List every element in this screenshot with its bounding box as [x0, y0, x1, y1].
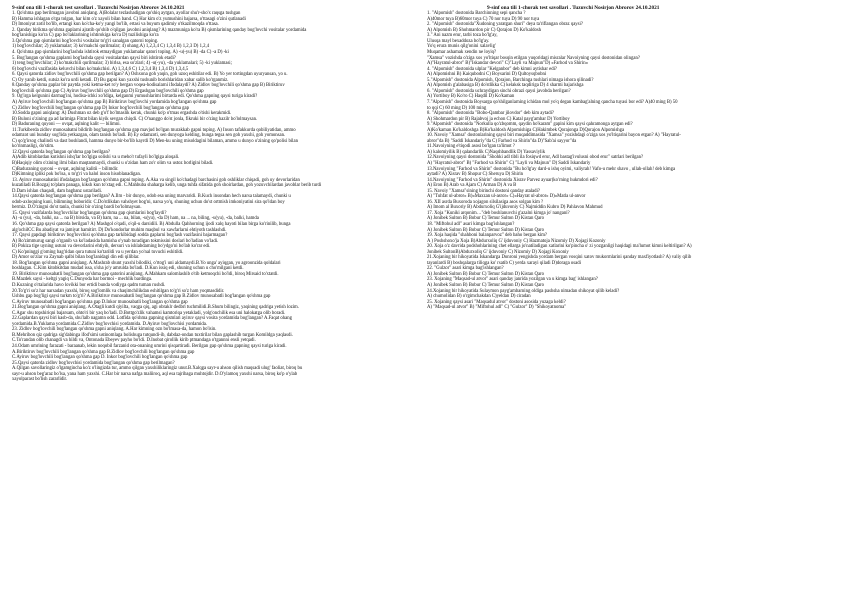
- right-line: 17. Xoja "Kuniki arqonim…"deb boshlanuvchi g'azalni kimga jo' nangani?: [427, 210, 570, 216]
- left-line: B.Mazdek saysi - keltgi yagiq C.Dunyoda har bormoi - mechlik bardinga.: [12, 277, 153, 283]
- left-line: sayr-u ahson beg'araz bo'lsa, yana ham yaxshi. C.Har bir narsa nafga maliiroq, aql esa tajribaga muhtojdir. D.O'ylamoq yaxshi narsa, biroq ko'p o'ylab: [12, 371, 298, 377]
- right-line: A) chumolidan B) o'rgimchakdan C)yeldan D) ciradan: [427, 294, 531, 300]
- left-line: C.Ayiruv bog'lovchili bog'langan qo'shma gap D. Inkor bog'lovchili bog'langan qo'shma gap: [12, 355, 188, 361]
- left-line: A)Adib kitoblardan kutishni ishq'lar bo'lgiga solishi va u meho'r tufayli bo'lgiga aloqali.: [12, 155, 180, 161]
- left-line: D) Amor so'zlar va Zaynab qalbi bilan bog'lanidagi din edi qiliblar.: [12, 255, 140, 261]
- right-line: Yo'q erura munis qilg'onini xalavlig': [427, 44, 496, 50]
- right-line: 7."Alpomish" dostonida Boysarga qo'shilganlarning ichidan mol yo'q degan kambag'alning qancha tuyasi bor edi? A)40 ming B) 50: [427, 99, 678, 105]
- left-line: 21.Bog'langan qo'shma gapni aniqlang. A.Otagli kutdi qiyilta, vaqga qiq, agi obraklr dedbri tuchmilidi.B.Shum bilingiz, yaqining qadriga yetish lozim.: [12, 305, 299, 311]
- left-line: C)Baduraning quyoni – ovqat, aqlning kalitii – bilimdir.: [12, 166, 119, 172]
- left-line: 4. Qo'shma gap qismlarini bog'lashda ishtirok etmaydigan yuklamalar qatori toping. A) -u(-yu) B) -da C) -a D) -ki: [12, 50, 229, 56]
- right-line: A) Shohmardon pir B) Rajabvoj ja echon C) Katal payg'ambar D) Yortiboy: [427, 116, 570, 122]
- right-line: aytadi? A) Xisrav B) Shopur C) Sheruya D) Shirin: [427, 172, 524, 178]
- left-line: kuzatiladi B.Bozgaj to'plam panaga, kiksh kun to'xtag edi. C.Mahbuba shaharga kelib, unga tuhfa sifatida goh shoirlardan, goh yozuvchilardan javoblar berib turdi: [12, 183, 322, 189]
- left-column: [12, 5, 418, 593]
- left-line: A) Ayiruv bog'lovchili bog'langan qo'shma gap B) Biriktiruv bog'lovchi yordamida bog'langan qo'shma gap: [12, 99, 217, 105]
- right-line: 3." Ani nazm erur, tarbi toza bo'lg'ay,: [427, 33, 498, 39]
- right-line: Jonibek SultonB)Abdurxoliq G' ijduvoniy C) Nizomiy D) Xojagi Koxoniy: [427, 249, 569, 255]
- left-line: D.Kuzning o'rtalarida havo lovikki bor ertidi bunda vodiyga qadm tuman rushdi.: [12, 283, 166, 288]
- right-line: A) Jonibek Sulton B) Bobur C) Temur Sulton D) Kistan Qaro: [427, 227, 545, 233]
- right-line: 18. "Miftohul adl" asari kimga bag'ishlangan?: [427, 221, 515, 227]
- right-column: [427, 5, 831, 565]
- left-line: 1. Qo'shma gap berilmagan javobni aniqlang. A)Bolalar tezlashadigan qo'shiq aytgan, ayollar shu'r-sho'x raqsga tushgan: [12, 11, 241, 17]
- left-line: D) Baduraning quyoni — ovqat, aqlning kalit — bilimni.: [12, 122, 121, 128]
- left-line: D.Dam ishlan chaqadi, dam bagbanz ustariladi.: [12, 188, 102, 194]
- right-line: 8. "Alpomish" dostonida "Bobo-Qambar jilovdor" deb kim aytadi?: [427, 111, 555, 117]
- left-line: yordamida.B.Yuklama yordamida.C.Zidlov bog'lovchisi yordamida. D.Ayiruv bog'lovchisi yordamida.: [12, 321, 208, 327]
- left-line: 18. Bog'langan qo'shma gapni aniqlang. A.Mashrab shunt yaxshi bilodiki, o'rtog'i uni aldamaydi.B.Yo unga' ayiqgan, yo agroonzida qoldalari: [12, 260, 281, 266]
- right-line: 22. "Gulzor" asari kimga bag'ishlangan?: [427, 266, 504, 272]
- left-line: 20.To'g'ri so'z har narsadan yaxshi, biroq sog'lomlik va chaqimchilikdan eshitilgan to'g'ri so'z ham yoqmasdidir.: [12, 288, 225, 294]
- left-line: Ushbu gap bog'ligi qaysi turkm to'g'ri? A.Biriktiruv munosabatli bog'langan qo'shma gap B.Zidlov munosabatli bog'langan qo'shma gap: [12, 294, 271, 300]
- right-line: 6. "Alpomish" dostonida uchraydigan sinchi obrazi qaysi javobda berilgan?: [427, 88, 571, 94]
- left-line: 6. Qaysi qatorda zidlov bog'lovchili qo'shma gap berilgan? A) Oshxona goh yaqin, goh uzoq eshitilar edi. B) Yo yer tortingdan uyuryansan, yo u.: [12, 72, 288, 78]
- right-line: A)Ko'kaman Ko'kaldoshga B)Ko'kaldosh Alpomishiga C)Hakimbek Qorajonga D)Qorajon Alpomishga: [427, 127, 625, 133]
- left-line: 8.Qanday qo'shma gaplar bir paytda yoki ketma-ket ro'y bergan voqea-hodisalarni ifodalaydi? A) Zidlov bog'lovchili qo'shma gap B) Biriktiruv: [12, 83, 285, 89]
- right-line: 23. Xojaning "Maqsad-ul atvor" asari qanday janrida yozilgan va u kimga bag' ishlangan?: [427, 277, 598, 283]
- left-line: B) Pokiza tige uyning ustuni va devorlarini ehtiyih, dersuri va ishlabdarning bo'ydgo'ni bo'lab ko'rar edi.: [12, 244, 211, 250]
- right-line: A) Jonibek Sulton B) Bobur C) Temur Sulton D) Kistan Qaro: [427, 283, 545, 288]
- right-line: A) "Maqsad-ul atvor" B) "Miftohul adl" C) "Gulzor" D) "Shikoyatnoma": [427, 305, 567, 311]
- right-line: A) Alpomish g'alabasiga B) do'stlikka C) kelaksk taqdiriga D) 4 sharmi bajarishga: [427, 83, 584, 89]
- left-line: bog'lovchili qo'shma gap C) Ayiruv bog'lovchili qo'shma gap D) Ergashgan bog'lovchili qo'shma gap: [12, 88, 204, 94]
- right-line: 15. Navoiy "Xamsa"sining birinchi dostoni qanday ataladi?: [427, 188, 540, 194]
- left-line: B.Mehribon qiz qadriga sig'dabinga ifod'simi ustinomlaga bolishuga tutqundi-ib, dabdaz-ondan tuxtirilar bilan gaplashib turgan Komildga yaqlasdi.: [12, 332, 293, 338]
- left-line: A.Biriktiruv bog'lovchili bog'langan qo'shma gap B.Zidlov bog'lovchili bog'langan qo'shma gap: [12, 349, 195, 355]
- left-line: 23. Zidlov bog'lovchili bog'langan qo'shma gapni aniqlang. A.Har kimning ozn bo'lmasa-da, hamon bo'lsin.: [12, 327, 217, 333]
- left-line: 13. Ayiruv munosabatini ifodalagan bog'langan qo'shma gapni toping. A.Aka va singil ko'chadagi barchasini goh oshliklar chiqadi, goh uy devorlaridan: [12, 177, 300, 183]
- left-line: 2. Qanday birikma qo'shma gaplarni ajratib qo'shib o'qilgan javobni aniqlang? A) mazmuniga ko'ra B) qismlarining qanday bog'lovchi vositalar yordamida: [12, 27, 307, 33]
- left-line: C) qo'g'irsog chalindi va dast boshlandi, hamma dunyo bir-bo'lib kayrdi D) Men-ku uning misoldagini bilaman, ammo u dunyo o'zining qo'polisi bilan: [12, 138, 298, 144]
- right-line: A)40mor tuya B)60mor tuya C) 70 nor tuya D) 90 nor tuya: [427, 16, 540, 22]
- left-line: C.To'randan olib chanagdi va hildi va, Ontonada Ebeyev payho bo'ldi. D.Inobat qirollik kirib ptmandaga o'tgannni ensli yetqadi.: [12, 338, 256, 344]
- right-line: 25. Xojaning qaysi asari "Maqsadul atvor" dostoni asosida yuzaga keldi?: [427, 299, 566, 305]
- left-line: D) Imoniyat zotil bo'lib, ertangi kun ko'cha-ko'y yangi bo'lib, ertasi va buyum qadimiy o'tkazilmoqda o'ttasa.: [12, 22, 219, 28]
- left-line: 19. Biriktiruv munosabatli bog'langan qo'shma gap qatorini aniqlang. A.Mahkam salomlashib o'tib ketmoqchi bo'ldi, biroq Mirsaid to'xtatdi.: [12, 271, 279, 277]
- left-line: 22.Gaplardan qaysi biri kasb-da, shu'lalb nagamn odd. Lotfida qo'shma gapning qismlari ayiruv qaysi vosita yordamida bog'langan? A.Faqat ohang: [12, 316, 292, 322]
- left-line: 15. Qaysi vazifalarda bog'lovchilar bog'langan qo'shma gap qismlarini bog'laydi?: [12, 210, 167, 216]
- right-line: A) Jonibek Sulton B) Bobur C) Temur Sulton D) Kistan Qaro: [427, 216, 545, 222]
- left-line: bog'lanishiga ko'ra C) gap bo'laklarining ishtirokiga ko'ra D) tuzilishiga ko'ra: [12, 33, 159, 39]
- left-line: C.Ayiruv munosabatli bog'langan qo'shma gap D.Inkor munosabatli bog'langan qo'shma gap: [12, 299, 188, 305]
- right-line: abror"da B) "Saddi Iskandariy"da C) Farhod va Shirin"da D)"Sab'ai sayyor"da: [427, 138, 577, 144]
- right-line: A) Alpomishni B) Kaiqubodni C) Boysarini D) Qultoysqbobni: [427, 72, 547, 78]
- right-line: A ) Poshshoxo'ja Xoja B)Abdurxoliq G' ijduvoniy C) Hazmatoja Nizomiy D) Xojagi Kozoniy: [427, 238, 606, 244]
- right-line: 24.Xojaning bir hikoyatida Sulaymon payg'ambarning oldiga pashsha nimadan shikoyat qilib keladi?: [427, 288, 620, 294]
- right-line: A) Jonibek Sulton B) Bobur C) Temur Sulton D) Kistan Qaro: [427, 271, 545, 277]
- right-line: Ulusqa mayl bexaddoza bo'lg'ay.: [427, 38, 490, 44]
- left-line: 10.Sodda gapni aniqlang: A) Dushman oz deb g'o'f bo'lmaslik kerak, chunki ko'p o'tmas ergashda o'tishi kerakmidi.: [12, 111, 232, 117]
- left-line: 1) bog'lovchilar; 2) yuklamalar; 3) ko'makchi qurilmalar; 4) ohang.A) 1,2,3,4 C) 1,3,4 B) 1,2,3 D) 1,2,4: [12, 44, 210, 50]
- right-line: to qqi C) 60 ming D) 100 ming: [427, 105, 487, 111]
- left-line: 6) bog'lovchi vazifasida keluvchi bilan ko'makchisi. A) 1,3,4,6 C) 1,2,3,4 B) 1,3,4 D) 1,3,4,5: [12, 66, 189, 72]
- right-line: 21.Xojaning bir hikoyatida Iskandarga Donroni yengishda yordam bergan vosqini xatov mukormlarini qanday maxfiyotlash? A) valiy qilib: [427, 255, 692, 261]
- left-line: boshlagan. C.Kim kitobkitdan mudad issa, u'sha jo'y amrulda bo'ladi. D.Kun issiq edi, shuning uchun u cho'milgani ketdi.: [12, 266, 244, 272]
- right-line: 5."Alpomish" dostonida Alpomish, Qorajon, Barchinga tushlari nimaga ishora qilinadi?: [427, 77, 594, 83]
- left-title: 9-sinf ona tili 1-chorak test savollari . Tuzuvchi Nosirjon Abrorov 24.10.2021: [12, 5, 185, 11]
- right-line: A) Alpomish B) Shohmardon pir C) Qorajon D) Ko'kaldosh: [427, 27, 542, 33]
- left-line: B)Haqiqiy olim o'zining ilmi bilan maqtanmaydi, chunki u o'zidan ham zo'r olim va ustoz borligini biladi.: [12, 160, 214, 166]
- left-line: odob-axloqning kuni, bilimning boboridir. C.Do'stlikdan vahshyet bog'ni, narsa yo'q, shuning uchun do'st ortmish imkoniyatini sira qo'ldan boy: [12, 199, 285, 205]
- left-line: bermiz. D.O'zingni do'st tanla, chunki bir o'zing bardi bo'lolmaysan.: [12, 205, 142, 211]
- left-line: 25.Qaysi qatorda zidlov bog'lovchisi yordamida bog'langan qo'shma gap berilmagan?: [12, 360, 175, 366]
- left-line: 17. Qaysi gapdagi biriktiruv bog'lovchisi qo'shma gap tarkibidagi sodda gaplarni bog'lash vazifasini bajarmagan?: [12, 233, 228, 239]
- right-line: 2. "Alpomish" dostonida"Xudoning yaratgan shuri" deya ta'riflangan obraz qaysi?: [427, 22, 583, 28]
- right-line: 10. Navoiy "Xamsa" dostonlarining qaysi biri muqaddimasida "Xamsa" yozishdagi o'ziga xos yo'ltiqarini bayon etgan? A) "Hayratul-: [427, 133, 681, 139]
- left-line: 16. Qo'shma gap qaysi qatorda berilgan? A) Mashgol o'qadi, o'qil-u darsidili. B) Abdulla Qahhorning ijodi xalq hayoti bilan birga ko'rinilib, bunga: [12, 221, 291, 227]
- right-line: A) Eron B) Arab va Ajam C) Arman D) A va B: [427, 183, 517, 189]
- right-line: tayanlardi B) boshqalarga tiliqga ko' rsatib C) yerda xarayi qiladi D)doraga osadi: [427, 260, 581, 266]
- right-line: A) kalomiyilik B) qalandarlik C)Naqshbandlik D) Yassaviylik: [427, 149, 546, 155]
- right-line: A)"Hayratul-abror" B)"Iskandar devori" C)"Layli va Majnun"D) «Farhod va Shirin»: [427, 61, 588, 67]
- right-title: 9-sinf ona tili 1-chorak test savollari . Tuzuvchi Nosirjon Abrorov 24.10.2021: [487, 5, 660, 11]
- right-line: A) "Hayratul-abror" B) "Farhod va Shirin" C) "Layli va Majnun" D) Saddi Iskandariy: [427, 160, 591, 166]
- left-line: D)Kimning ipliki pok bo'lsa, u to'g'ri va halol inson hisoblanadigan.: [12, 172, 142, 178]
- right-line: 16. XII asrda Buxoroda xojagon silsilasiga asos solgan kim ?: [427, 199, 544, 205]
- right-line: Muqamar ashamak xendin ne loyiq?: [427, 50, 497, 56]
- right-line: 11.Navoiyning e'tiqodi asosi bo'lgan ta'limot ?: [427, 144, 515, 150]
- left-line: 5. Bog'langan qo'shma gaplarni bog'lashda qaysi vositalardan qaysi biri ishtirok etadi?: [12, 55, 176, 61]
- left-line: 14.Qaysi qatorda bog'langan qo'shma gap berilgan? A.Ilm - bir dunyo, odob esa uning marvaridi. B.Kuch insondan hech narsa talamaydi, chunki u: [12, 194, 291, 200]
- right-line: 9."Alpomish" dostonida "Norkulla qo'zbqomm, qaydin ho'karam" gapini kim qaysi qahramonga aytgan edi?: [427, 122, 633, 128]
- right-line: 19. Xoja haqida "shahboni balanparvoz" deb baho bergan kim?: [427, 233, 547, 239]
- left-line: 12.Qaysi qatorda bog'langan qo'shma gap berilgan?: [12, 149, 111, 155]
- left-line: C.Agar shu topshiriqni bajarsam, ohto'ri bir yaq bo'ladi. D.Bottgo'zlik vahamsi kamtoriqa yetakladi, yolg'onchilik esa uni halokatga olib boradi.: [12, 310, 286, 316]
- left-line: C) Zidlov bog'lovchili bog'langan qo'shma gap D) Inkor bog'lovchili bog'langan qo'shma gap: [12, 105, 190, 111]
- right-question-list: [427, 11, 831, 311]
- right-line: 12.Navoiyning qaysi dostonida "Shohki adl tibli ila fosiqwd erur, Adl bastag'ivulusni obod erur" satrlari berilgan?: [427, 155, 644, 161]
- right-line: "Xamsa" vozishda o'ziga xos yo'ltiqar bosqin etilgan yuqoridagi misralar Navoiyning qaysi dostonidan olingan?: [427, 55, 640, 61]
- left-line: 11.Turkiberda zidlov munosabatni bildirib bog'langan qo'shma gap mavjud bo'lgan murakkab gapni toping. A) Inson tafakkurda qobiliyatidan, ammo: [12, 127, 296, 133]
- left-line: 3.Qo'shma gap qismlarini bog'lovchi vositalar to'g'ri sanalgan qatorni toping.: [12, 38, 159, 44]
- left-line: B) Hamma ishlagan o'tga tolgan, har kim o'z xayoli bilan band. C) Har kim o'z yumushini bajarsa, o'ttasagi o'zini qutlanadi: [12, 16, 246, 22]
- right-line: A) Imom al Buxoriy B) Abdurxoliq G'ijduvoniy C) Najmiddin Kubro D) Pahlavon Mahmud: [427, 205, 603, 211]
- right-line: 13.Navoiyning "Farhod va Shirin" dostonida "Bu ho'lg'ay dard-u ishq oyimi, valiyrah! Vafo-u mehr shavo , ullah-ollah! deb kimga: [427, 166, 676, 172]
- left-line: 1) teng bog'lovchilar; 2) ko'makchili qurilmalar; 3) birlsa, esa so'zlari; 4) -u(-yu), -da yuklamalari; 5) -ki yuklamasi;: [12, 61, 232, 67]
- left-line: xayolparast bo'lish zararlidir.: [12, 377, 68, 383]
- left-line: C) Oy yanib ketdi, sutsiz ko'ra urdi ketadi. D) Bu gapni kun yaxshi tushunib borishlaridan xabar salib ko'rganmiz.: [12, 77, 229, 83]
- left-line: A.Qilgan savollaringiz o'lgamgincha ko'z o'lingizda tur, ammo qilgan yaxshiliklaringiz unut.B.Xalqga sayr-u ahson qilish maqsadi ulug' faoliat, biroq bu: [12, 366, 303, 372]
- right-line: 20. Xoja o'z davrida podshohlarining chet ellarga jo'natiladigan xatlarini ko'pincha o' zi yozganligi haqidagi ma'lumot kimni keltirilgan? A): [427, 244, 692, 250]
- right-line: A) Yortiboy B) Ko'ro C) Haqdil D) Ko'kaman: [427, 94, 515, 100]
- left-line: odamzot uni bunday sog'lida yetkazgan, olam tanish bo'ladi. B) Ey odamzoti, sen dunyoga kelding, bunga tegsa sen goh yaxshi, goh yomonsan.: [12, 133, 286, 139]
- left-line: ko'rinmasligi, do'stim.: [12, 144, 55, 150]
- left-line: 24.Odam umrining farazati - baraanab, lekin noqobil farzanid ota-onaning umrini qisqartiradi. Berilgan gap qo'shma gapning qaysi turiga kiradi.: [12, 344, 287, 350]
- left-line: A) Ro'zimmurug sangi o'rganib va ko'ladasida hamisha o'ynab turadigan tokmissini doslari bo'ladian vo'ladi.: [12, 238, 219, 244]
- left-line: 9. Og'irga kelgunini darmag'ini, hodisa-ichki xo'ldiga, kelganmi yumushlarimi birtarda edi. Qo'shma gapning qaysi turiga kiradi?: [12, 94, 258, 100]
- right-line: 1. "Alpomish" dostonida Barchinning sepi qancha ?: [427, 11, 526, 17]
- right-line: A) "Tuhfat ul-abror» B)«Maxzan ul-asror» C)«Hayrat ul-abror» D)«Matla ul-anvor: [427, 194, 586, 200]
- left-line: C) Ko'pninggi g'oming bag'ridan qora tutuni ko'tarildi va u yerdan yo'nal tuvuchi eshitildi.: [12, 249, 184, 255]
- right-line: 4. "Alpomish" dostonida ulplar "Kelganbor" deb kimni aytishar edi?: [427, 66, 558, 72]
- left-line: alg'ochilCC Bu abadiyat va jamiyat hamitirr. D) Do'kondorlar muhim maqbul va xawfarlarni ehtiyoth tashlashdi.: [12, 227, 227, 233]
- right-line: 14.Navoiyning "Farhod va Shirin" dostonida Xisrav Parvez ayuar(ko'rning hukmdori edi?: [427, 177, 598, 183]
- left-question-list: [12, 11, 418, 383]
- left-line: B) Buloni o'zining ga ad larimiga Fitrat bilan kiyik sevgan chiqdi. C) O'nanggo do'st jonla, fikruki bir o'zing hazilr bo'lolmaysan.: [12, 116, 258, 122]
- left-line: A) -u (yu), -da, balki, na ... na B) birsida, va B) ham, na ... na, bilan, -u(yu), -da D) ham, na ... na, biling, -u(yu), -da, balki, hamda: [12, 216, 259, 222]
